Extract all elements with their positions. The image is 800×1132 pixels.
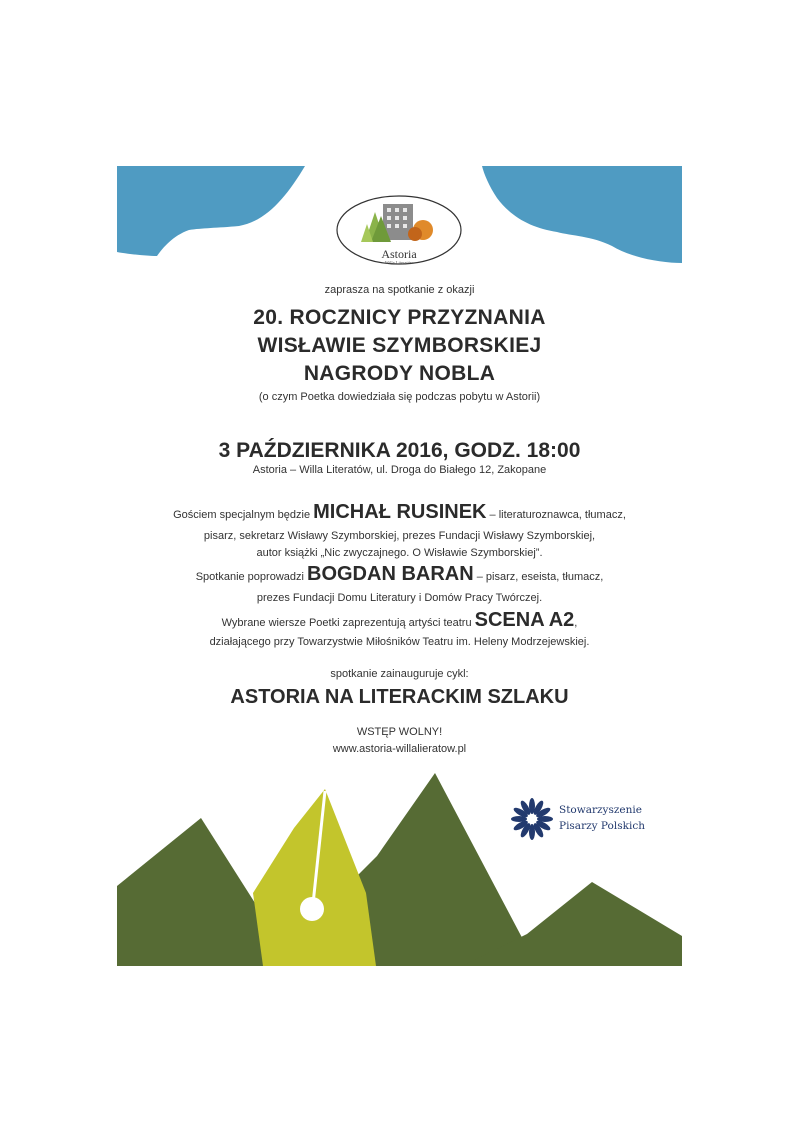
series-intro: spotkanie zainauguruje cykl: xyxy=(330,668,469,680)
partner-line-1: Stowarzyszenie xyxy=(559,804,642,816)
title-line-3: NAGRODY NOBLA xyxy=(303,362,496,385)
theatre-line-2: działającego przy Towarzystwie Miłośników Teatru im. Heleny Modrzejewskiej. xyxy=(209,636,590,648)
event-poster xyxy=(117,166,682,966)
title-line-1: 20. ROCZNICY PRZYZNANIA xyxy=(253,306,546,329)
invite-line: zaprasza na spotkanie z okazji xyxy=(324,284,475,296)
left-cloud-shape xyxy=(117,166,305,256)
theatre-desc: , xyxy=(574,617,578,629)
guest-line-2: pisarz, sekretarz Wisławy Szymborskiej, prezes Fundacji Wisławy Szymborskiej, xyxy=(203,530,596,542)
website-link[interactable]: www.astoria-willalieratow.pl xyxy=(332,743,467,755)
theatre-name: SCENA A2 xyxy=(474,609,575,631)
guest-name: MICHAŁ RUSINEK xyxy=(313,501,487,523)
logo-name: Astoria xyxy=(381,247,417,261)
series-name: ASTORIA NA LITERACKIM SZLAKU xyxy=(230,686,569,708)
host-line-1 xyxy=(117,563,682,586)
guest-line-1 xyxy=(117,501,682,524)
theatre-line-1 xyxy=(117,609,682,632)
logo-subtitle: Willa Literatów xyxy=(384,260,414,265)
partner-line-2: Pisarzy Polskich xyxy=(559,820,645,832)
pen-nib-hole xyxy=(300,897,324,921)
host-name: BOGDAN BARAN xyxy=(307,563,474,585)
partner-name xyxy=(559,802,645,834)
astoria-logo xyxy=(335,194,463,266)
guest-intro: Gościem specjalnym będzie xyxy=(173,509,314,521)
host-intro: Spotkanie poprowadzi xyxy=(195,571,307,583)
event-address: Astoria – Willa Literatów, ul. Droga do Białego 12, Zakopane xyxy=(252,464,547,476)
host-desc: – pisarz, eseista, tłumacz, xyxy=(473,571,604,583)
guest-desc: – literaturoznawca, tłumacz, xyxy=(486,509,626,521)
partner-logo xyxy=(509,796,669,844)
guest-line-3: autor książki „Nic zwyczajnego. O Wisławie Szymborskiej”. xyxy=(256,547,543,559)
host-line-2: prezes Fundacji Domu Literatury i Domów Pracy Twórczej. xyxy=(256,592,543,604)
event-date-time: 3 PAŹDZIERNIKA 2016, GODZ. 18:00 xyxy=(218,439,581,462)
title-note: (o czym Poetka dowiedziała się podczas pobytu w Astorii) xyxy=(258,391,541,403)
theatre-intro: Wybrane wiersze Poetki zaprezentują artyści teatru xyxy=(221,617,475,629)
entry-free: WSTĘP WOLNY! xyxy=(356,726,443,738)
flower-star-icon xyxy=(509,796,555,842)
right-cloud-shape xyxy=(482,166,682,263)
title-line-2: WISŁAWIE SZYMBORSKIEJ xyxy=(257,334,542,357)
